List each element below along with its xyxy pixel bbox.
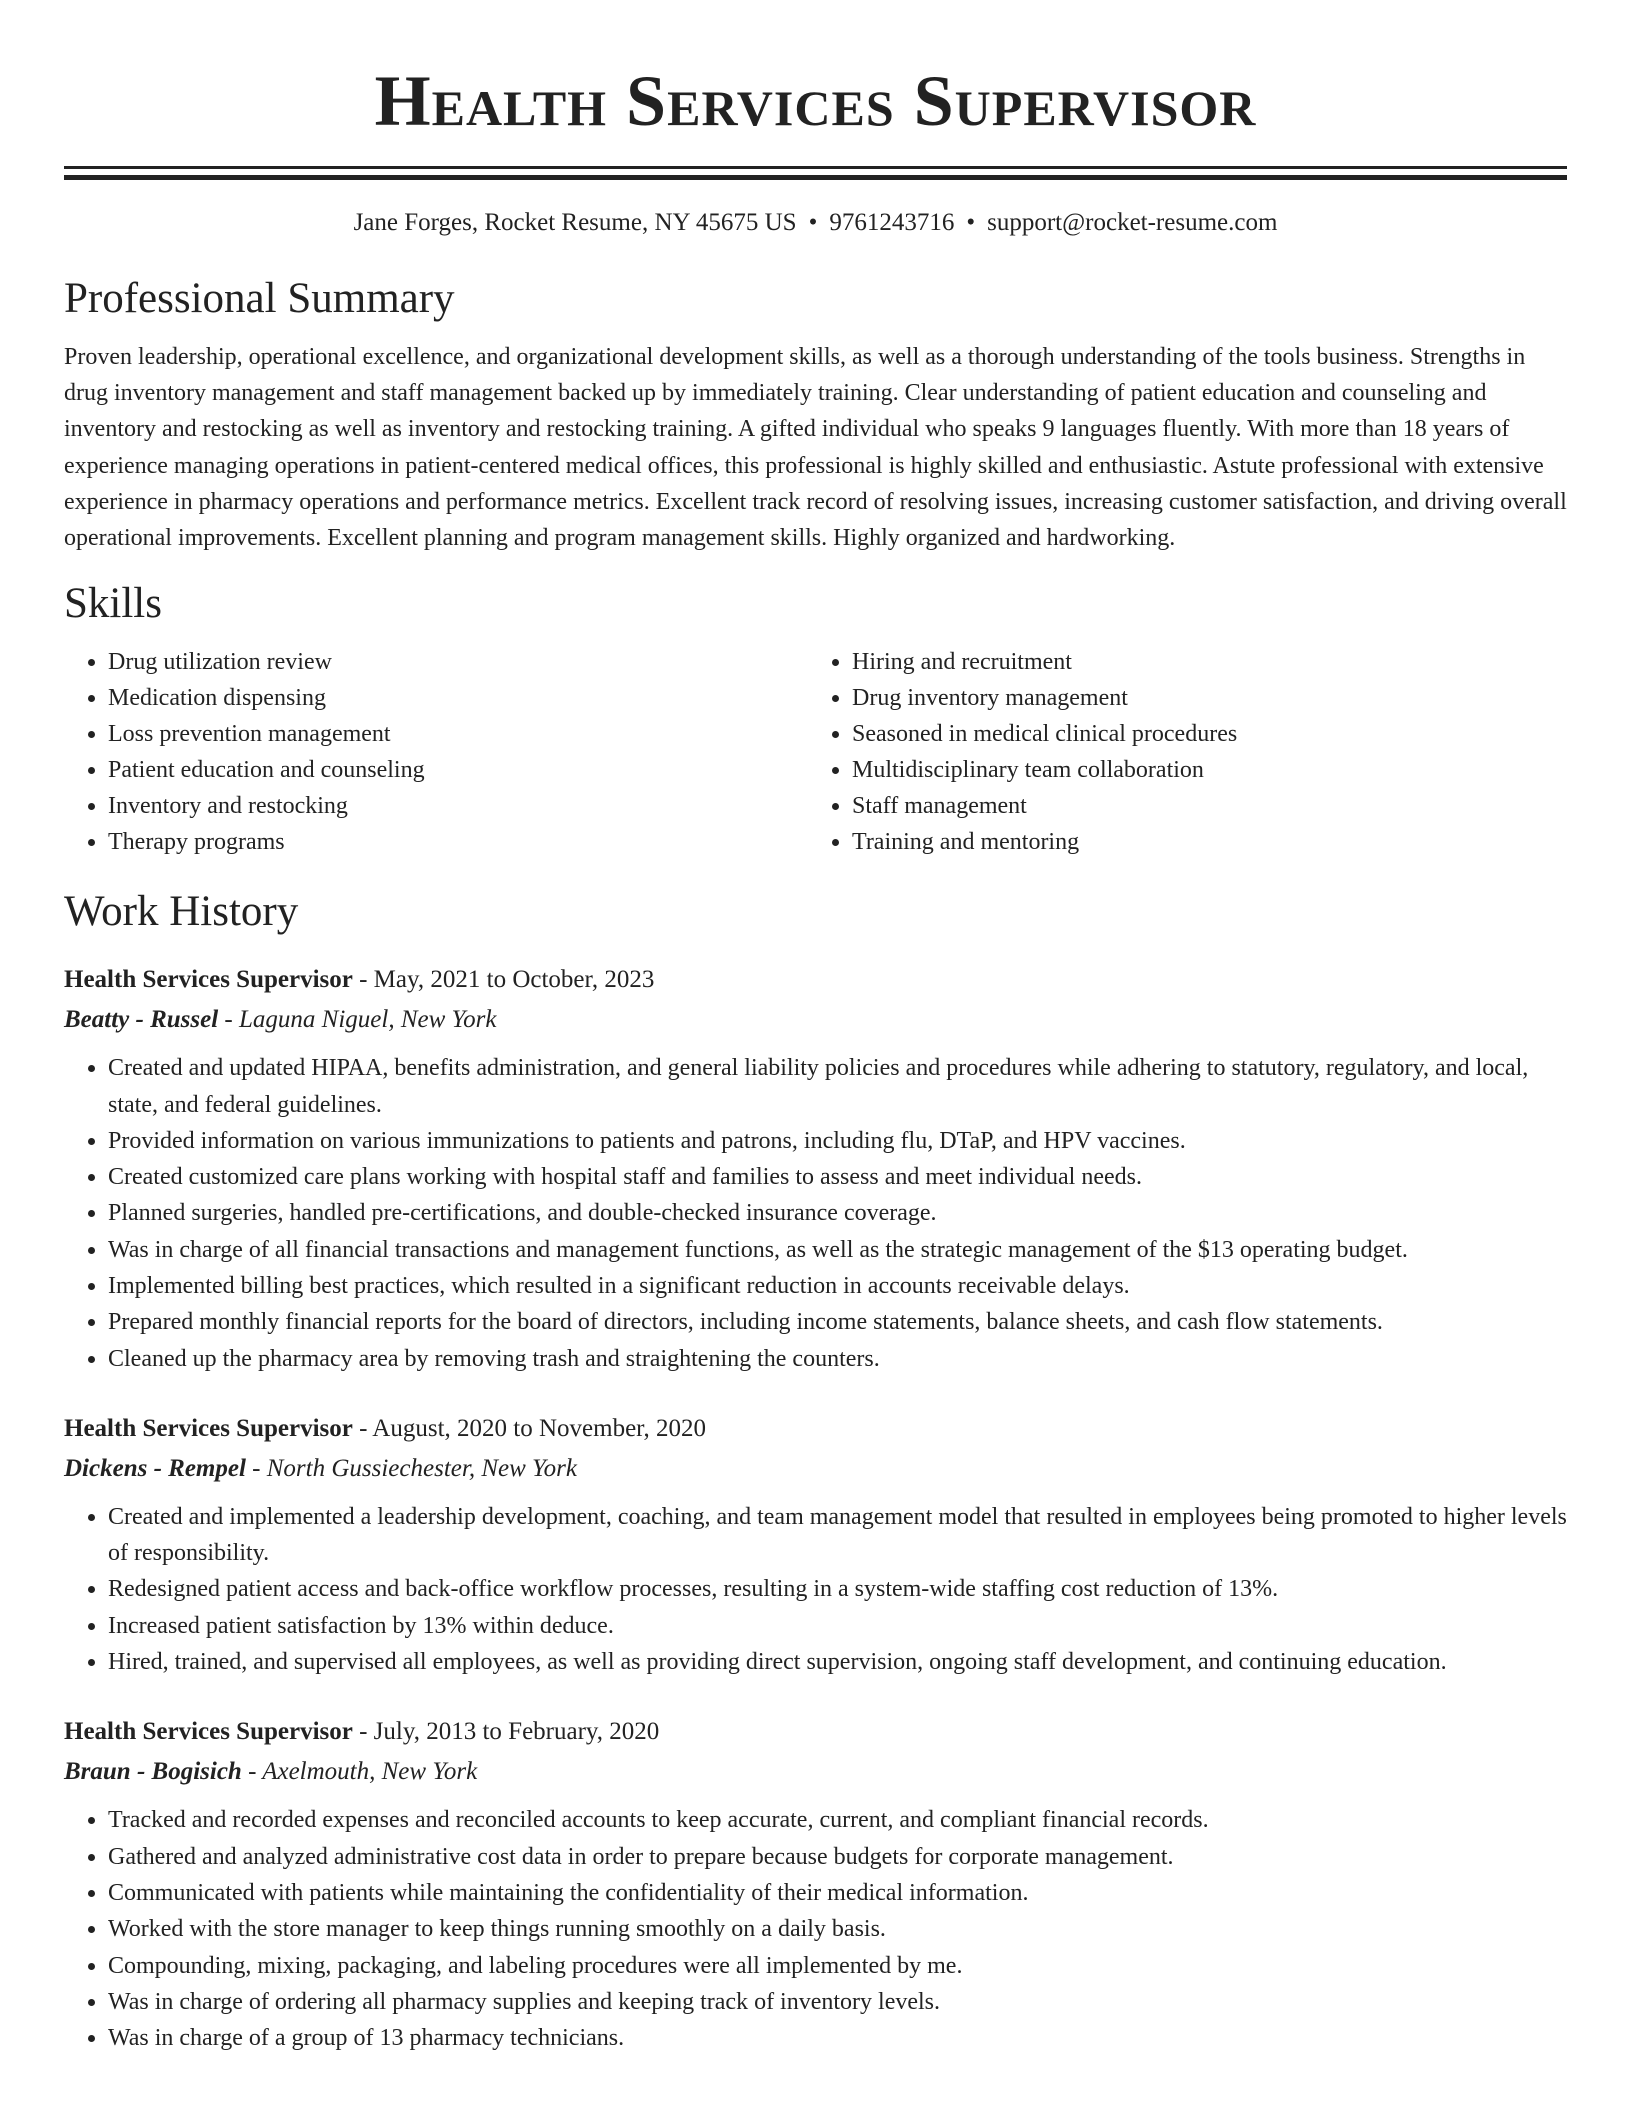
skill-item: • Seasoned in medical clinical procedures xyxy=(852,716,1552,752)
skills-column-right xyxy=(808,644,1552,860)
skill-item: • Hiring and recruitment xyxy=(852,644,1552,680)
job-location: - North Gussiechester, New York xyxy=(245,1454,577,1482)
skill-item: • Drug inventory management xyxy=(852,680,1552,716)
resume-name-heading: Health Services Supervisor xyxy=(374,61,1257,141)
job-title: Health Services Supervisor xyxy=(64,966,353,994)
work-history-section-heading: Work History xyxy=(64,888,299,936)
job-company-line xyxy=(64,1752,1567,1792)
job-title-line xyxy=(64,1712,1567,1752)
contact-separator: • xyxy=(808,209,818,236)
job-bullets xyxy=(64,1050,1567,1377)
contact-phone: 9761243716 xyxy=(829,209,955,236)
job-entry xyxy=(64,1409,1567,1680)
job-bullets xyxy=(64,1802,1567,2056)
job-bullet: • Tracked and recorded expenses and reconciled accounts to keep accurate, current, and compliant financial records. xyxy=(108,1802,1567,1838)
skills-section-heading: Skills xyxy=(64,580,162,628)
job-dates: - July, 2013 to February, 2020 xyxy=(352,1718,660,1746)
job-bullet: • Redesigned patient access and back-office workflow processes, resulting in a system-wide staffing cost reduction of 13%. xyxy=(108,1571,1567,1607)
job-bullets xyxy=(64,1499,1567,1680)
job-company: Braun - Bogisich xyxy=(64,1758,242,1786)
skills-list xyxy=(64,644,1567,860)
resume-page xyxy=(64,0,1567,2056)
skill-item: • Therapy programs xyxy=(108,824,808,860)
job-location: - Laguna Niguel, New York xyxy=(218,1006,497,1034)
skill-item: • Inventory and restocking xyxy=(108,788,808,824)
skill-item: • Medication dispensing xyxy=(108,680,808,716)
job-bullet: • Increased patient satisfaction by 13% within deduce. xyxy=(108,1608,1567,1644)
header-divider-thick xyxy=(64,175,1567,180)
job-title: Health Services Supervisor xyxy=(64,1718,353,1746)
header-divider-thin xyxy=(64,166,1567,169)
contact-email: support@rocket-resume.com xyxy=(987,209,1278,236)
job-bullet: • Was in charge of ordering all pharmacy supplies and keeping track of inventory levels. xyxy=(108,1984,1567,2020)
job-title-line xyxy=(64,960,1567,1000)
job-bullet: • Provided information on various immunizations to patients and patrons, including flu, DTaP, and HPV vaccines. xyxy=(108,1123,1567,1159)
job-bullet: • Created customized care plans working with hospital staff and families to assess and meet individual needs. xyxy=(108,1159,1567,1195)
job-location: - Axelmouth, New York xyxy=(241,1758,478,1786)
job-title-line xyxy=(64,1409,1567,1449)
job-bullet: • Compounding, mixing, packaging, and labeling procedures were all implemented by me. xyxy=(108,1948,1567,1984)
summary-paragraph: Proven leadership, operational excellence, and organizational development skills, as well as a thorough understanding of the tools business. Strengths in drug inventory management and staff management backed up by immediately training. Clear understanding of patient education and counseling and inventory and restocking as well as inventory and restocking training. A gifted individual who speaks 9 languages fluently. With more than 18 years of experience managing operations in patient-centered medical offices, this professional is highly skilled and enthusiastic. Astute professional with extensive experience in pharmacy operations and performance metrics. Excellent track record of resolving issues, increasing customer satisfaction, and driving overall operational improvements. Excellent planning and program management skills. Highly organized and hardworking. xyxy=(64,344,1567,552)
job-entry xyxy=(64,1712,1567,2056)
skills-column-left xyxy=(64,644,808,860)
skill-item: • Patient education and counseling xyxy=(108,752,808,788)
skill-item: • Drug utilization review xyxy=(108,644,808,680)
job-bullet: • Was in charge of a group of 13 pharmacy technicians. xyxy=(108,2020,1567,2056)
job-company: Beatty - Russel xyxy=(64,1006,219,1034)
job-bullet: • Cleaned up the pharmacy area by removing trash and straightening the counters. xyxy=(108,1341,1567,1377)
job-dates: - May, 2021 to October, 2023 xyxy=(352,966,655,994)
skill-item: • Staff management xyxy=(852,788,1552,824)
contact-line xyxy=(64,207,1567,239)
job-bullet: • Worked with the store manager to keep things running smoothly on a daily basis. xyxy=(108,1911,1567,1947)
job-company-line xyxy=(64,1000,1567,1040)
skill-item: • Loss prevention management xyxy=(108,716,808,752)
job-bullet: • Prepared monthly financial reports for the board of directors, including income statements, balance sheets, and cash flow statements. xyxy=(108,1304,1567,1340)
skill-item: • Training and mentoring xyxy=(852,824,1552,860)
job-company-line xyxy=(64,1449,1567,1489)
job-bullet: • Created and implemented a leadership development, coaching, and team management model that resulted in employees being promoted to higher levels of responsibility. xyxy=(108,1499,1567,1572)
job-bullet: • Planned surgeries, handled pre-certifications, and double-checked insurance coverage. xyxy=(108,1195,1567,1231)
job-company: Dickens - Rempel xyxy=(64,1454,246,1482)
contact-address: Jane Forges, Rocket Resume, NY 45675 US xyxy=(353,209,797,236)
job-bullet: • Hired, trained, and supervised all employees, as well as providing direct supervision, ongoing staff development, and continuing education. xyxy=(108,1644,1567,1680)
job-dates: - August, 2020 to November, 2020 xyxy=(352,1414,706,1442)
job-entry xyxy=(64,960,1567,1377)
job-bullet: • Implemented billing best practices, which resulted in a significant reduction in accounts receivable delays. xyxy=(108,1268,1567,1304)
job-title: Health Services Supervisor xyxy=(64,1414,353,1442)
summary-section-heading: Professional Summary xyxy=(64,275,455,322)
skill-item: • Multidisciplinary team collaboration xyxy=(852,752,1552,788)
job-bullet: • Gathered and analyzed administrative cost data in order to prepare because budgets for corporate management. xyxy=(108,1839,1567,1875)
job-bullet: • Was in charge of all financial transactions and management functions, as well as the strategic management of the $13 operating budget. xyxy=(108,1232,1567,1268)
job-bullet: • Communicated with patients while maintaining the confidentiality of their medical information. xyxy=(108,1875,1567,1911)
job-bullet: • Created and updated HIPAA, benefits administration, and general liability policies and procedures while adhering to statutory, regulatory, and local, state, and federal guidelines. xyxy=(108,1050,1567,1123)
contact-separator: • xyxy=(966,209,976,236)
